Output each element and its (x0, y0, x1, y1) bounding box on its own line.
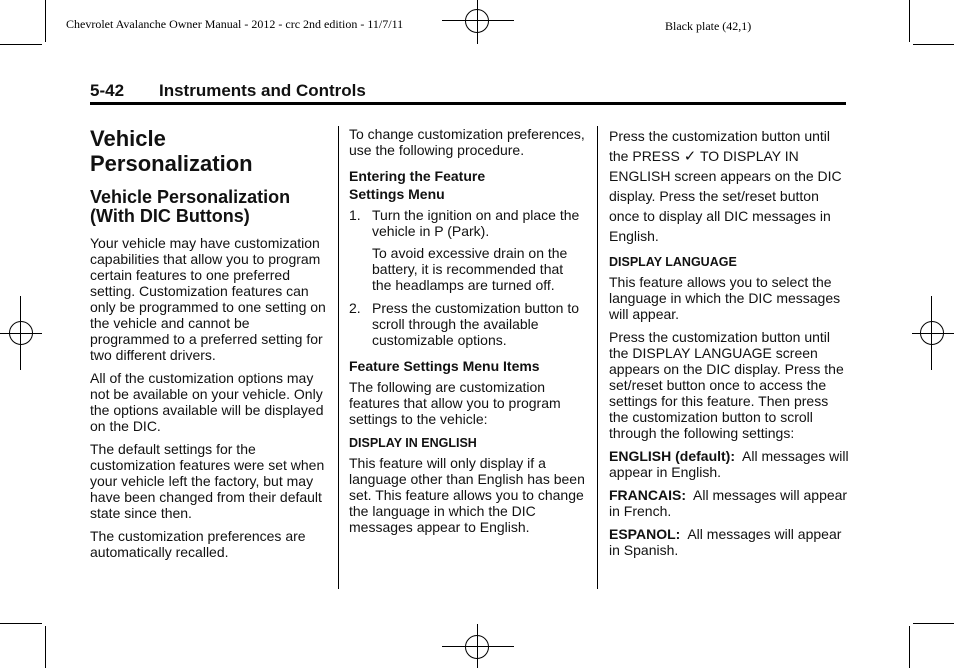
step-text: Press the customization button to scroll through the available customizable options. (372, 300, 579, 348)
option-label: ESPANOL: (609, 526, 681, 542)
crop-mark (909, 626, 910, 668)
registration-line (477, 624, 478, 668)
paragraph: To change customization preferences, use the following procedure. (349, 126, 585, 158)
step-text: Turn the ignition on and place the vehicle in P (Park). (372, 207, 580, 239)
page-title: Vehicle Personalization (90, 126, 253, 176)
option-label: ENGLISH (default): (609, 448, 735, 464)
crop-mark (913, 44, 954, 45)
paragraph: The following are customization features that allow you to program settings to the vehicle: (349, 379, 561, 427)
paragraph: The customization preferences are automatically recalled. (90, 528, 306, 560)
section-title: Instruments and Controls (159, 81, 366, 100)
option-francais (609, 487, 849, 519)
list-item (349, 300, 585, 348)
heading-menu-items: Feature Settings Menu Items (349, 358, 540, 374)
paragraph: The default settings for the customization features were set when your vehicle left the factory, but may have been changed from their default state since then. (90, 441, 325, 521)
crop-mark (909, 0, 910, 42)
option-english (609, 448, 849, 480)
option-text: All messages will appear in French. (609, 487, 848, 519)
registration-target-icon (920, 321, 944, 345)
press-text-start: Press the customization button until the PRESS (609, 128, 831, 164)
page-header (90, 80, 846, 105)
option-label: FRANCAIS: (609, 487, 686, 503)
option-text: All messages will appear in English. (609, 448, 849, 480)
heading-entering-settings: Entering the Feature Settings Menu (349, 168, 486, 202)
option-text: All messages will appear in Spanish. (609, 526, 842, 558)
step-note: To avoid excessive drain on the battery, it is recommended that the headlamps are turned off. (372, 245, 568, 293)
column-divider (338, 126, 339, 589)
list-item (349, 207, 585, 239)
column-2 (349, 126, 585, 542)
column-3 (609, 126, 849, 565)
step-number: 1. (349, 207, 361, 223)
crop-mark (0, 623, 42, 624)
paragraph (609, 126, 849, 246)
paragraph: This feature allows you to select the language in which the DIC messages will appear. (609, 274, 841, 322)
page-number: 5-42 (90, 81, 125, 100)
press-text-end: TO DISPLAY IN ENGLISH screen appears on the DIC display. Press the set/reset button once to display all DIC messages in English. (609, 148, 842, 244)
plate-label: Black plate (42,1) (665, 19, 752, 33)
registration-target-icon (9, 321, 33, 345)
registration-line (20, 296, 21, 370)
feature-label: DISPLAY IN ENGLISH (349, 436, 477, 450)
paragraph: Press the customization button until the DISPLAY LANGUAGE screen appears on the DIC display. Press the set/reset button once to access the settings for this feature. Then press the customization button to scroll through the following settings: (609, 329, 844, 441)
registration-line (931, 296, 932, 370)
crop-mark (45, 0, 46, 42)
registration-line (477, 0, 478, 44)
feature-label: DISPLAY LANGUAGE (609, 255, 737, 269)
crop-mark (913, 623, 954, 624)
column-divider (597, 126, 598, 589)
subsection-title: Vehicle Personalization (With DIC Buttons) (90, 187, 291, 226)
checkmark-icon: ✓ (683, 148, 697, 165)
step-number: 2. (349, 300, 361, 316)
option-espanol (609, 526, 849, 558)
paragraph: Your vehicle may have customization capabilities that allow you to program certain features to one preferred setting. Customization features can only be programmed to one setting on the vehicle and cannot be programmed to a preferred setting for two different drivers. (90, 235, 326, 363)
plate-header: Chevrolet Avalanche Owner Manual - 2012 - crc 2nd edition - 11/7/11 (66, 17, 404, 31)
paragraph: All of the customization options may not be available on your vehicle. Only the options available will be displayed on the DIC. (90, 370, 324, 434)
crop-mark (45, 626, 46, 668)
crop-mark (0, 44, 42, 45)
column-1 (90, 126, 330, 567)
paragraph: This feature will only display if a language other than English has been set. This feature allows you to change the language in which the DIC messages appear to English. (349, 455, 585, 535)
